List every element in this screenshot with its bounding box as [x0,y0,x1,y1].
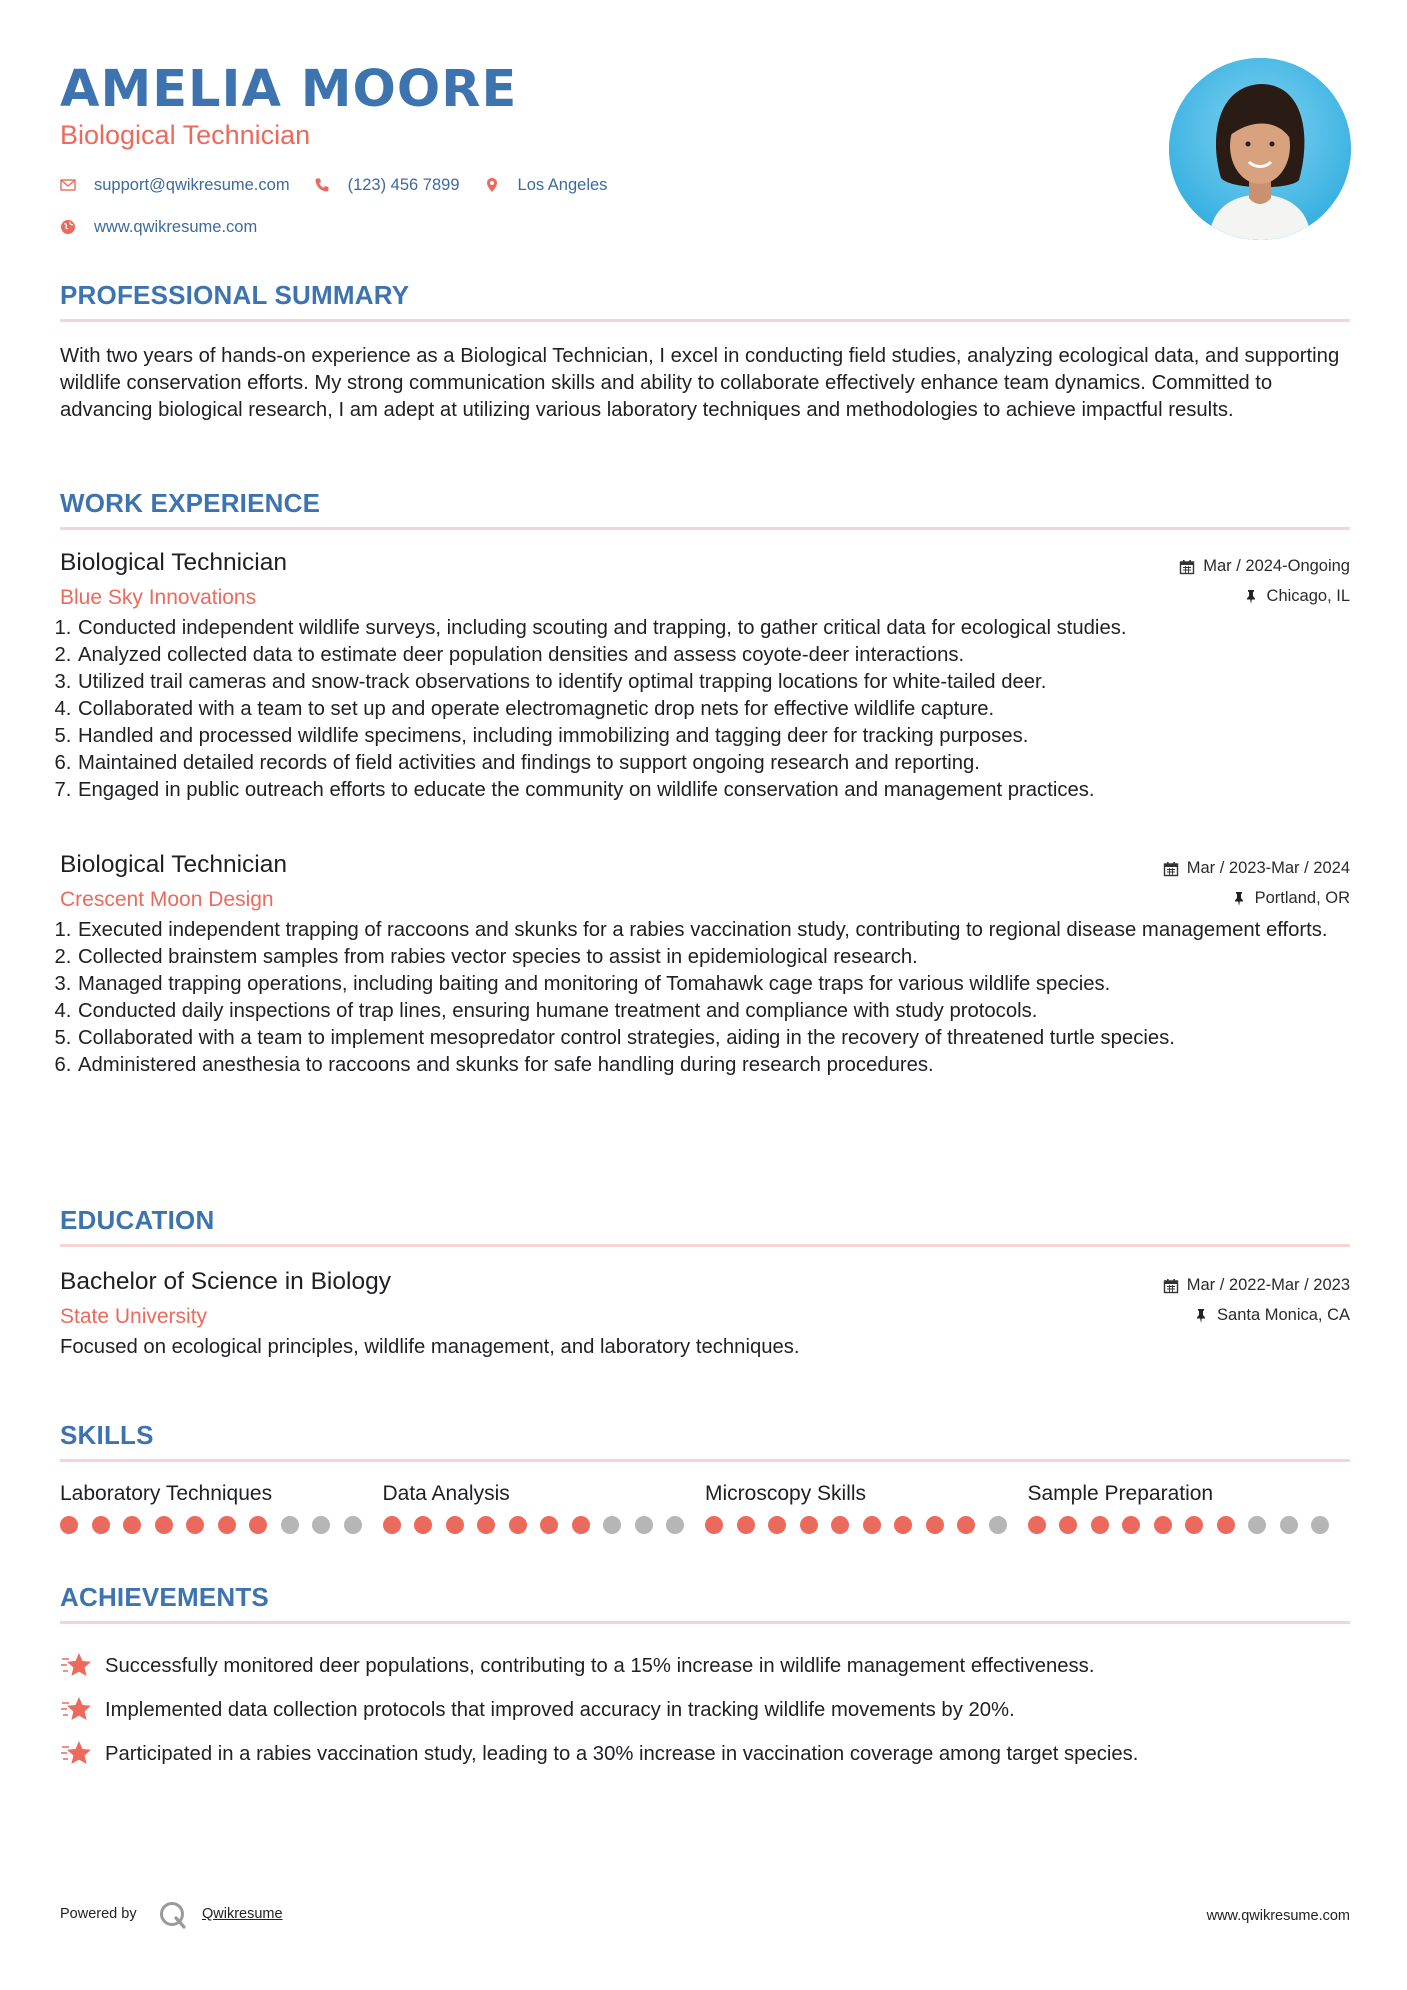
skill-dot-filled [926,1516,944,1534]
skill-dot-filled [249,1516,267,1534]
job-location [1231,889,1350,908]
skills-heading: SKILLS [60,1420,1350,1462]
skill-dot-filled [92,1516,110,1534]
job-location-text: Chicago, IL [1266,587,1350,605]
qwikresume-link[interactable]: Qwikresume [202,1906,283,1922]
skill-dot-empty [281,1516,299,1534]
skill-dot-filled [572,1516,590,1534]
skill-dot-empty [635,1516,653,1534]
list-item: 2. Collected brainstem samples from rabies vector species to assist in epidemiological research. [77,944,1350,971]
skill-dot-filled [1217,1516,1235,1534]
job-header [60,851,1350,917]
skill-dot-filled [540,1516,558,1534]
skill-dot-filled [1154,1516,1172,1534]
skill-dot-filled [186,1516,204,1534]
job-dates [1179,557,1350,576]
skill-dot-filled [831,1516,849,1534]
degree: Bachelor of Science in Biology [60,1268,391,1295]
skill-dot-filled [414,1516,432,1534]
list-item: 3. Utilized trail cameras and snow-track observations to identify optimal trapping locations for white-tailed deer. [77,669,1350,696]
skill-dot-filled [509,1516,527,1534]
skill-dot-filled [1028,1516,1046,1534]
summary-heading: PROFESSIONAL SUMMARY [60,280,1350,322]
powered-by-label: Powered by [60,1906,137,1922]
skill-item [1028,1482,1351,1534]
skills-list [60,1482,1350,1534]
profile-photo [1169,58,1351,240]
skill-item [60,1482,383,1534]
phone-text[interactable]: (123) 456 7899 [347,175,460,194]
education-entry [60,1268,1350,1361]
job-bullets [60,917,1350,1079]
list-item: 6. Administered anesthesia to raccoons and skunks for safe handling during research procedures. [77,1052,1350,1079]
contact-row-2 [60,214,631,240]
skill-dot-filled [768,1516,786,1534]
skill-dot-empty [989,1516,1007,1534]
candidate-name: AMELIA MOORE [60,60,518,119]
skill-dot-filled [60,1516,78,1534]
calendar-icon [1179,559,1195,575]
job-dates-text: Mar / 2024-Ongoing [1203,557,1350,575]
experience-heading: WORK EXPERIENCE [60,488,1350,530]
list-item: 3. Managed trapping operations, including baiting and monitoring of Tomahawk cage traps for various wildlife species. [77,971,1350,998]
skill-dot-empty [312,1516,330,1534]
skill-dot-filled [477,1516,495,1534]
footer [60,1900,1350,1932]
footer-url[interactable]: www.qwikresume.com [1206,1908,1350,1924]
achievements-heading: ACHIEVEMENTS [60,1582,1350,1624]
globe-icon [60,219,76,235]
skill-dot-empty [603,1516,621,1534]
job-role: Biological Technician [60,549,287,576]
education-location [1193,1306,1350,1325]
list-item: 4. Conducted daily inspections of trap lines, ensuring humane treatment and compliance with study protocols. [77,998,1350,1025]
list-item: 5. Collaborated with a team to implement mesopredator control strategies, aiding in the recovery of threatened turtle species. [77,1025,1350,1052]
skill-name: Data Analysis [382,1482,510,1505]
skill-dot-empty [1311,1516,1329,1534]
qwikresume-logo-icon [158,1900,188,1930]
job-location [1243,587,1350,606]
achievement-item [60,1732,1350,1776]
contact-row-1 [60,172,631,198]
skill-item [705,1482,1028,1534]
job-dates-text: Mar / 2023-Mar / 2024 [1186,859,1350,877]
education-dates-text: Mar / 2022-Mar / 2023 [1186,1276,1350,1294]
contact-location [484,176,608,195]
skill-name: Sample Preparation [1027,1482,1214,1505]
skill-dot-filled [446,1516,464,1534]
education-heading: EDUCATION [60,1205,1350,1247]
contact-website[interactable] [60,218,257,237]
achievement-item [60,1688,1350,1732]
education-description: Focused on ecological principles, wildlife management, and laboratory techniques. [60,1336,800,1358]
achievement-item [60,1644,1350,1688]
job-company: Crescent Moon Design [60,888,274,911]
job-location-text: Portland, OR [1254,889,1350,907]
star-icon [60,1738,92,1770]
skill-dot-empty [1280,1516,1298,1534]
skill-dot-filled [737,1516,755,1534]
phone-icon [314,177,330,193]
achievements-list [60,1644,1350,1776]
skill-dot-filled [123,1516,141,1534]
skill-rating [1028,1516,1351,1534]
job-company: Blue Sky Innovations [60,586,257,609]
skill-rating [60,1516,383,1534]
skill-dot-empty [1248,1516,1266,1534]
skill-dot-filled [863,1516,881,1534]
location-text: Los Angeles [517,175,608,194]
list-item: 2. Analyzed collected data to estimate deer population densities and assess coyote-deer interactions. [77,642,1350,669]
pushpin-icon [1193,1308,1209,1324]
list-item: 6. Maintained detailed records of field activities and findings to support ongoing research and reporting. [77,750,1350,777]
summary-text: With two years of hands-on experience as a Biological Technician, I excel in conducting field studies, analyzing ecological data, and supporting wildlife conservation efforts. My strong communication skills and ability to collaborate effectively enhance team dynamics. Committed to advancing biological research, I am adept at utilizing various laboratory techniques and methodologies to achieve impactful results. [60,345,1340,421]
list-item: 5. Handled and processed wildlife specimens, including immobilizing and tagging deer for tracking purposes. [77,723,1350,750]
achievement-text: Implemented data collection protocols that improved accuracy in tracking wildlife movements by 20%. [105,1698,1015,1721]
job-role: Biological Technician [60,851,287,878]
education-header [60,1268,1350,1334]
list-item: 4. Collaborated with a team to set up and operate electromagnetic drop nets for effective wildlife capture. [77,696,1350,723]
job-entry-1 [60,549,1350,804]
skill-name: Microscopy Skills [705,1482,867,1505]
map-pin-icon [484,177,500,193]
skill-dot-filled [218,1516,236,1534]
skill-item [383,1482,706,1534]
achievement-text: Successfully monitored deer populations, contributing to a 15% increase in wildlife management effectiveness. [105,1654,1095,1677]
skill-dot-filled [155,1516,173,1534]
envelope-icon [60,177,76,193]
resume-page [60,0,1350,1990]
skill-name: Laboratory Techniques [60,1482,273,1505]
skill-dot-filled [894,1516,912,1534]
skill-dot-filled [957,1516,975,1534]
skill-dot-filled [383,1516,401,1534]
list-item: 7. Engaged in public outreach efforts to educate the community on wildlife conservation and management practices. [77,777,1350,804]
calendar-icon [1163,861,1179,877]
education-location-text: Santa Monica, CA [1217,1306,1350,1324]
star-icon [60,1694,92,1726]
skill-dot-filled [800,1516,818,1534]
skill-dot-filled [1122,1516,1140,1534]
skill-dot-filled [1091,1516,1109,1534]
calendar-icon [1163,1278,1179,1294]
pushpin-icon [1231,891,1247,907]
skill-dot-filled [705,1516,723,1534]
skill-dot-filled [1185,1516,1203,1534]
contact-phone[interactable] [314,176,460,195]
skill-rating [383,1516,706,1534]
job-entry-2 [60,851,1350,1079]
list-item: 1. Executed independent trapping of raccoons and skunks for a rabies vaccination study, contributing to regional disease management efforts. [77,917,1350,944]
skill-dot-filled [1059,1516,1077,1534]
star-icon [60,1650,92,1682]
achievement-text: Participated in a rabies vaccination study, leading to a 30% increase in vaccination coverage among target species. [105,1742,1139,1765]
job-header [60,549,1350,615]
pushpin-icon [1243,589,1259,605]
skill-dot-empty [344,1516,362,1534]
job-bullets [60,615,1350,804]
school: State University [60,1305,208,1328]
contact-info [60,172,631,256]
website-text[interactable]: www.qwikresume.com [94,217,258,236]
email-text[interactable]: support@qwikresume.com [94,175,290,194]
list-item: 1. Conducted independent wildlife surveys, including scouting and trapping, to gather critical data for ecological studies. [77,615,1350,642]
candidate-title: Biological Technician [60,120,311,150]
skill-dot-empty [666,1516,684,1534]
education-dates [1163,1276,1350,1295]
contact-email[interactable] [60,176,290,195]
skill-rating [705,1516,1028,1534]
job-dates [1163,859,1350,878]
